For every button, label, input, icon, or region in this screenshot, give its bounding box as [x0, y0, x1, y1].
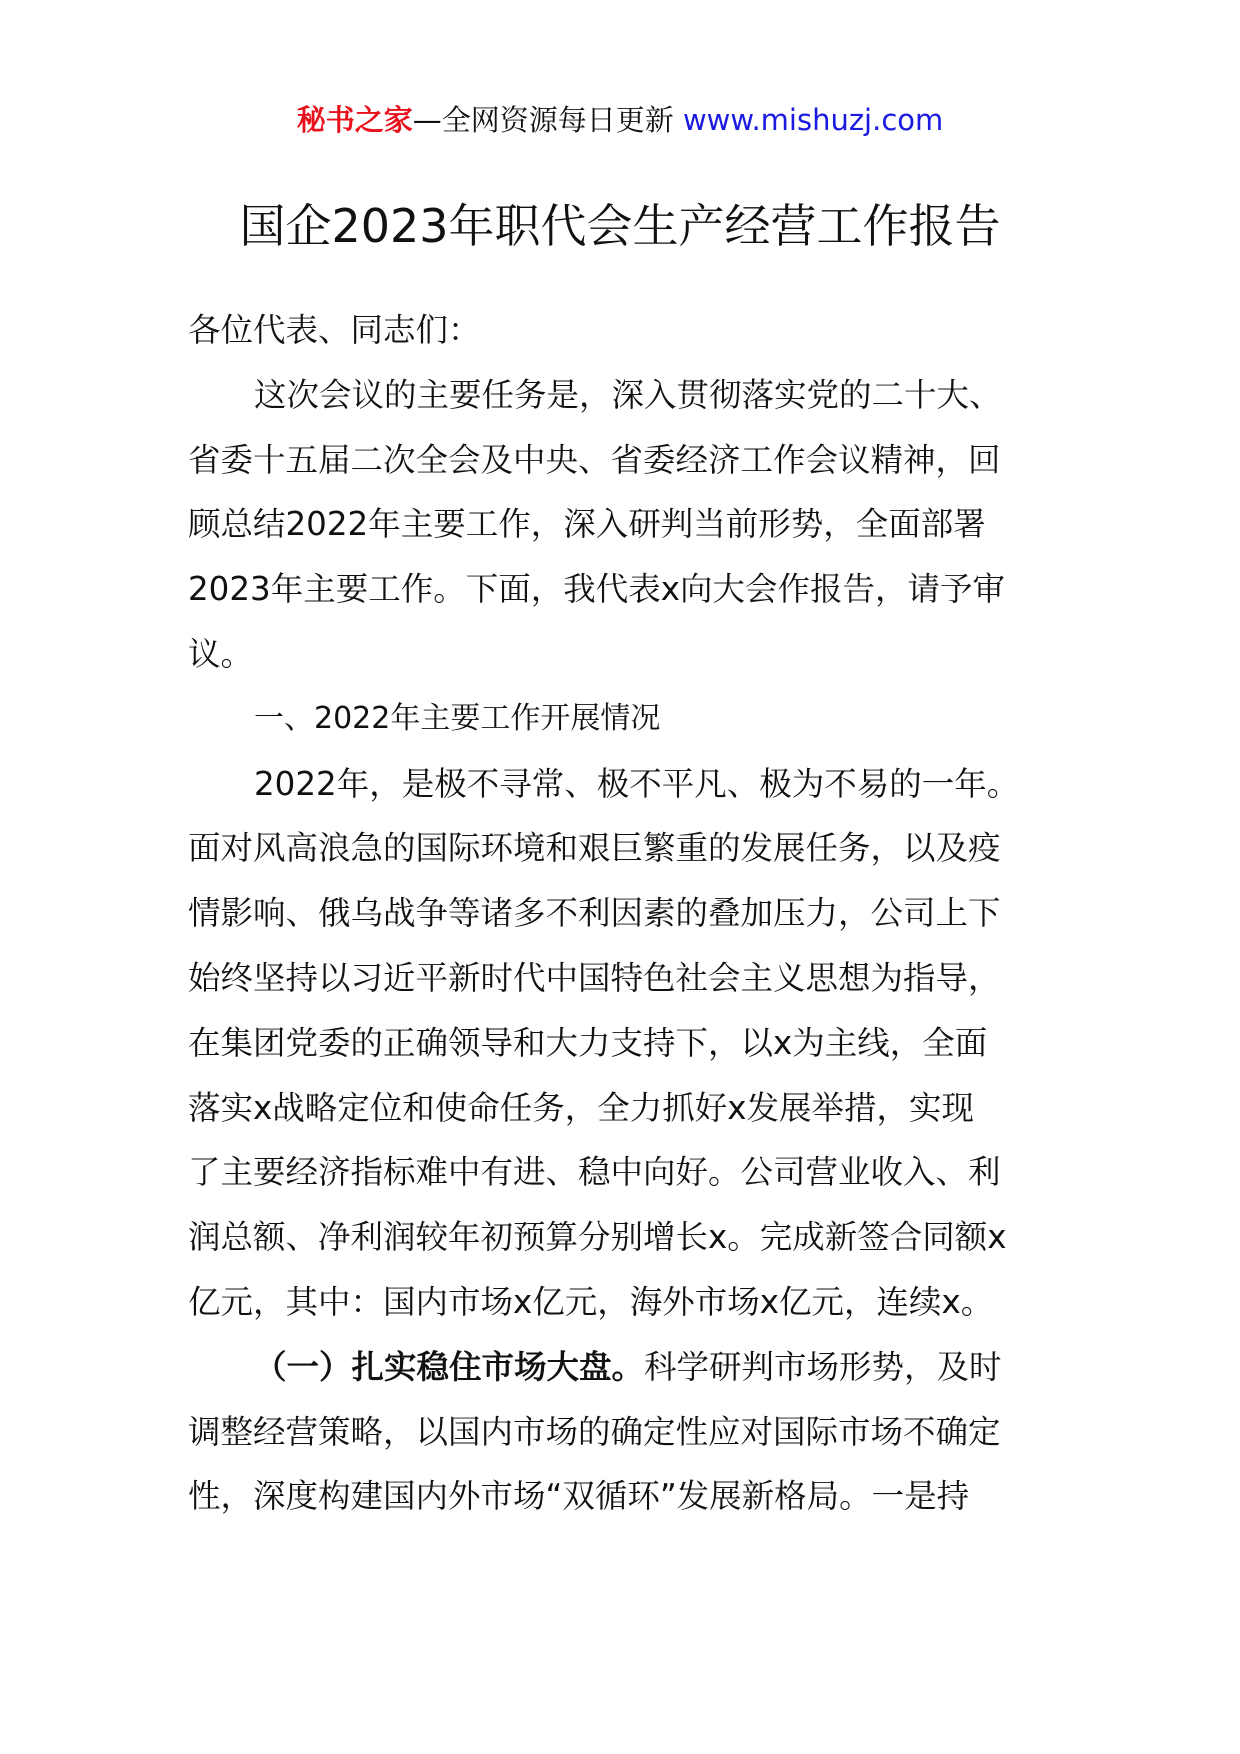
paragraph-line: 了主要经济指标难中有进、稳中向好。公司营业收入、利 [188, 1153, 1001, 1192]
paragraph-line: 落实x战略定位和使命任务，全力抓好x发展举措，实现 [188, 1088, 974, 1127]
paragraph-line: 亿元，其中：国内市场x亿元，海外市场x亿元，连续x。 [188, 1282, 994, 1321]
subsection-heading: （一）扎实稳住市场大盘。 [254, 1347, 645, 1386]
section-heading: 一、2022年主要工作开展情况 [254, 700, 661, 736]
paragraph-line: 这次会议的主要任务是，深入贯彻落实党的二十大、 [254, 375, 1002, 414]
paragraph-line: 始终坚持以习近平新时代中国特色社会主义思想为指导， [188, 958, 1001, 997]
paragraph-line: 性，深度构建国内外市场“双循环”发展新格局。一是持 [188, 1477, 970, 1516]
paragraph-line: 省委十五届二次全会及中央、省委经济工作会议精神，回 [188, 440, 1001, 479]
header-tagline: —全网资源每日更新 [412, 103, 683, 137]
header-brand: 秘书之家 [296, 103, 413, 137]
paragraph-line: 调整经营策略，以国内市场的确定性应对国际市场不确定 [188, 1412, 1001, 1451]
salutation: 各位代表、同志们： [188, 311, 481, 349]
paragraph-line: 情影响、俄乌战争等诸多不利因素的叠加压力，公司上下 [188, 894, 1001, 933]
paragraph-line: 议。 [188, 634, 254, 673]
paragraph-line: 2023年主要工作。下面，我代表x向大会作报告，请予审 [188, 570, 1005, 609]
paragraph-line: 润总额、净利润较年初预算分别增长x。完成新签合同额x [188, 1218, 1007, 1257]
paragraph-line: 面对风高浪急的国际环境和艰巨繁重的发展任务，以及疫 [188, 829, 1001, 868]
paragraph-line: 2022年，是极不寻常、极不平凡、极为不易的一年。 [254, 764, 1020, 803]
watermark-header [0, 100, 1240, 140]
subsection-line [188, 1335, 1064, 1400]
document-title: 国企2023年职代会生产经营工作报告 [239, 199, 1001, 253]
paragraph-line: 顾总结2022年主要工作，深入研判当前形势，全面部署 [188, 505, 986, 544]
document-body [188, 298, 1064, 1529]
subsection-text: 科学研判市场形势，及时 [644, 1347, 1002, 1386]
header-site-link[interactable]: www.mishuzj.com [682, 103, 944, 137]
paragraph-line: 在集团党委的正确领导和大力支持下，以x为主线，全面 [188, 1023, 988, 1062]
